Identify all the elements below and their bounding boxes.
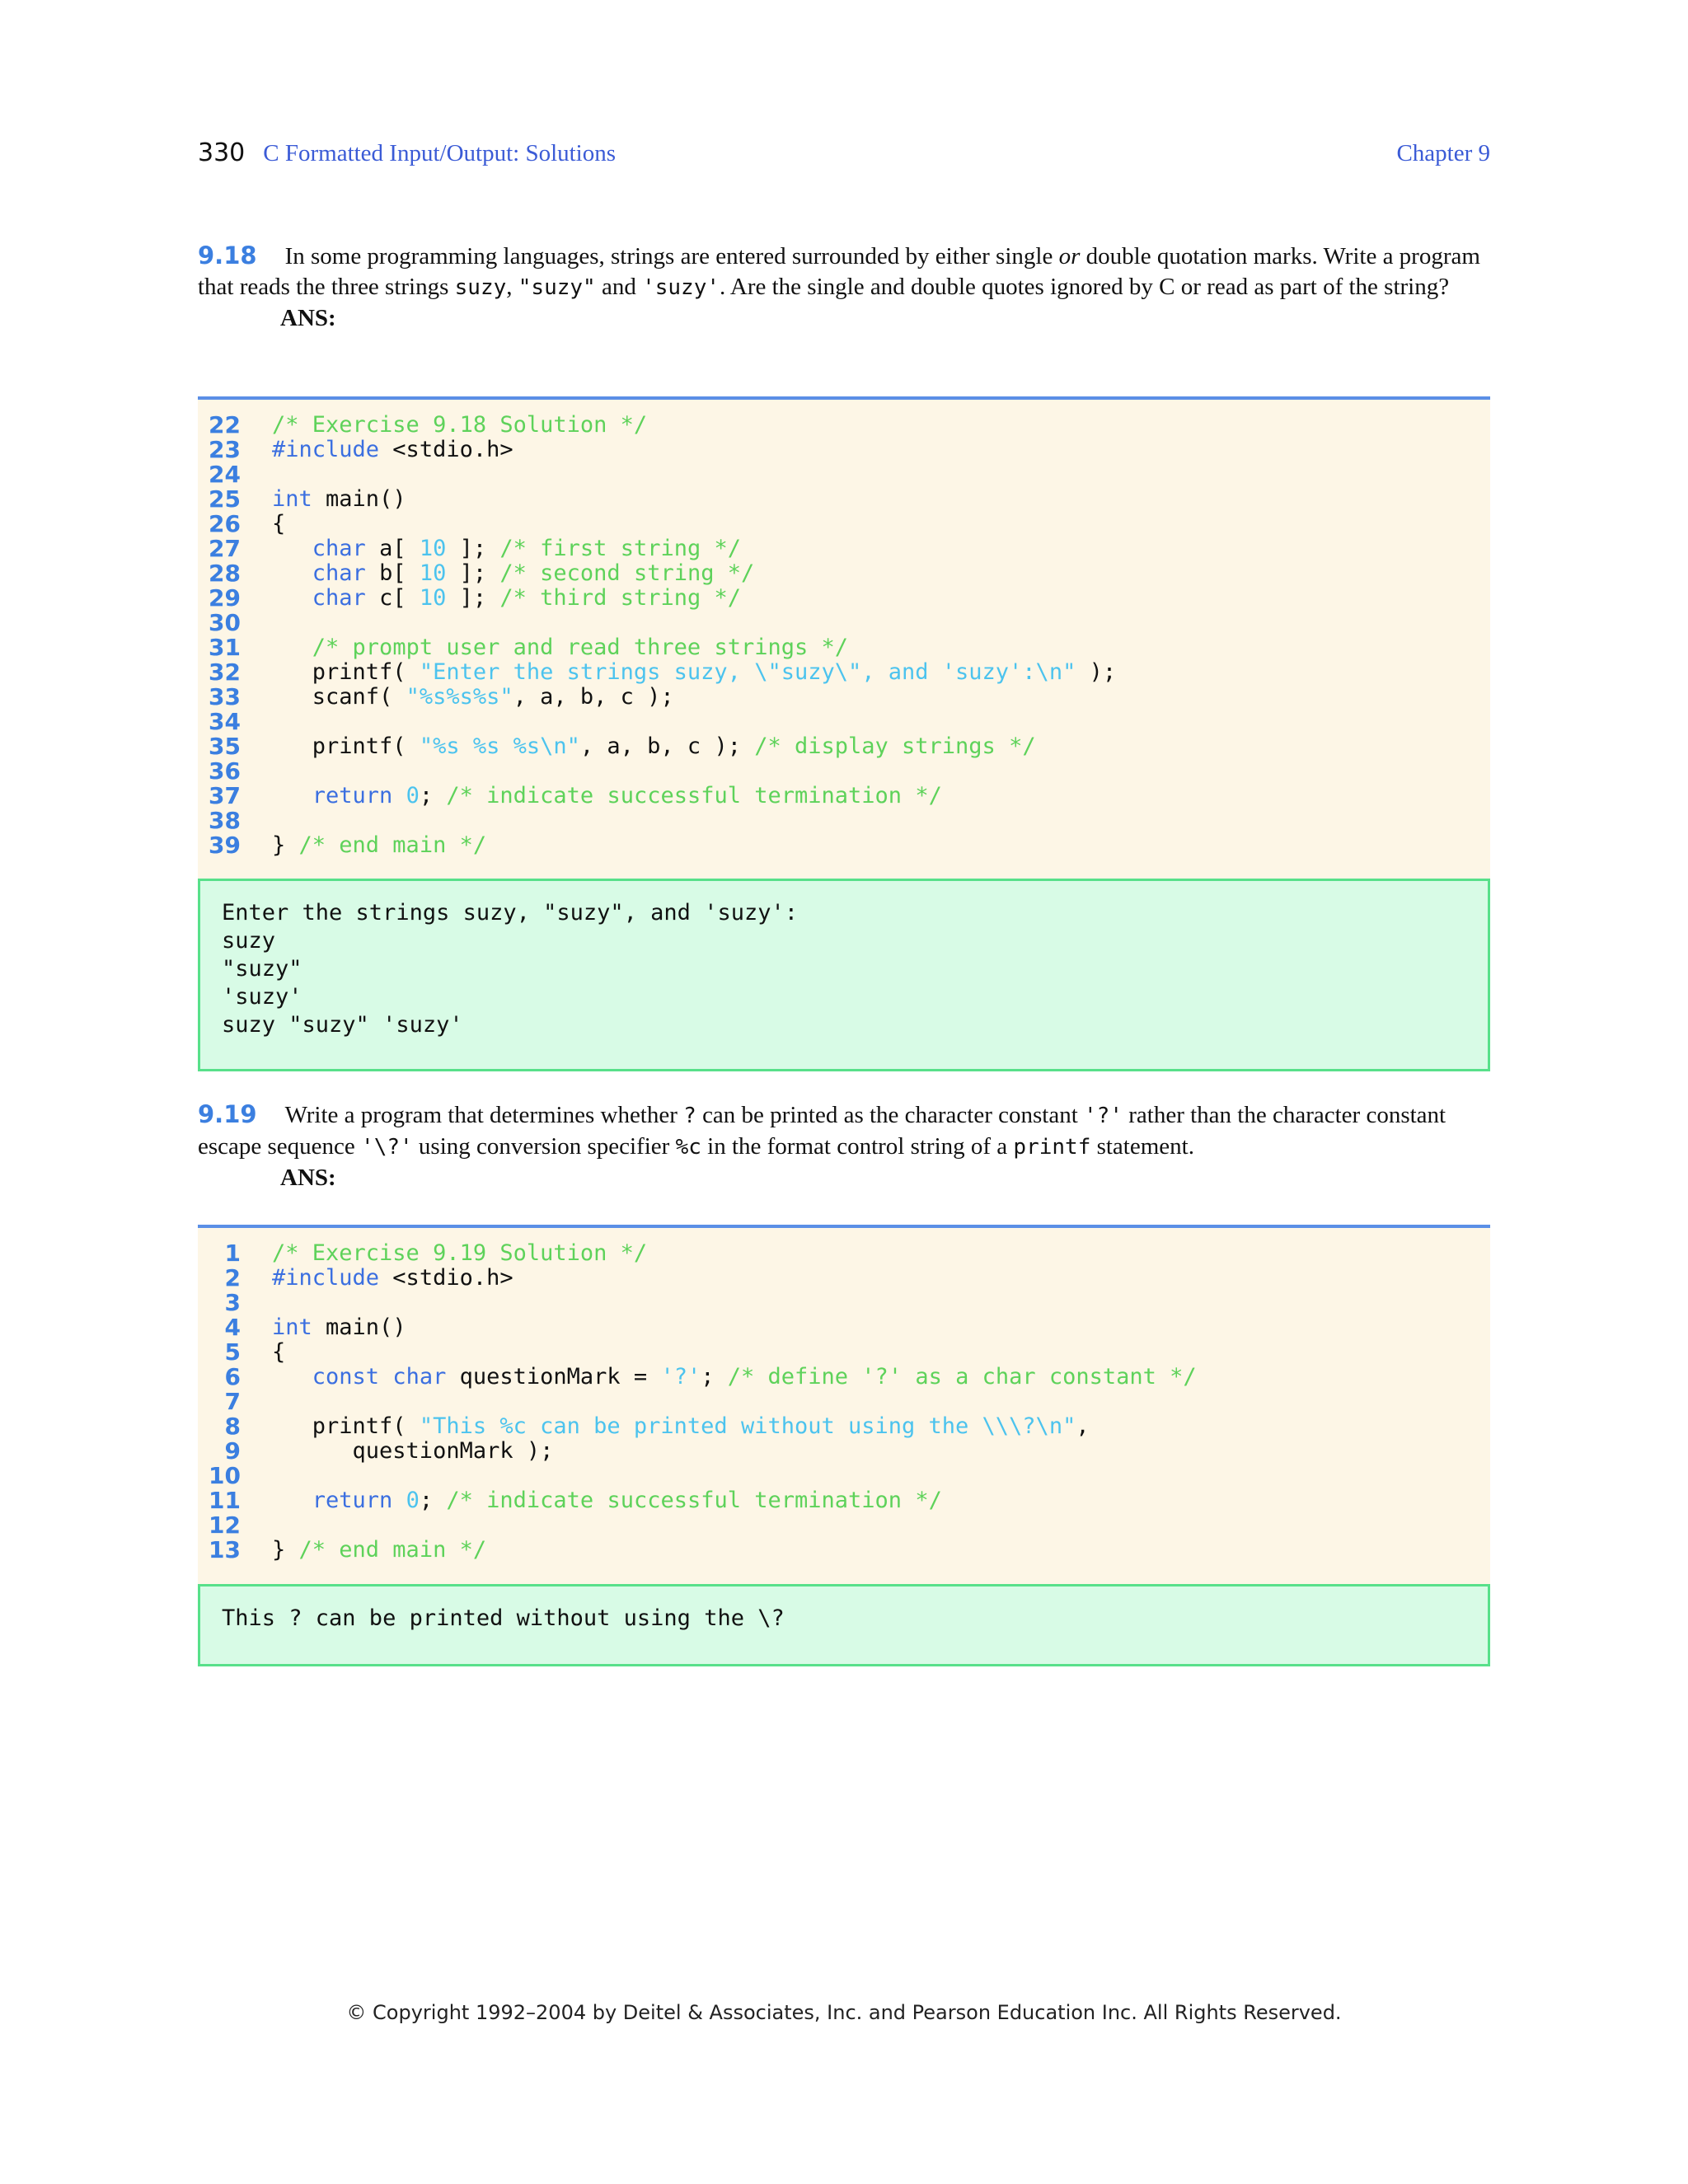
code-token-kw: #include xyxy=(272,437,380,462)
inline-code: "suzy" xyxy=(518,275,596,300)
output-line: suzy xyxy=(222,928,276,954)
code-token-comment: /* second string */ xyxy=(499,560,755,586)
code-text xyxy=(272,438,513,462)
code-token-plain: a[ xyxy=(365,536,420,561)
section-title: C Formatted Input/Output: Solutions xyxy=(263,140,617,166)
code-text xyxy=(272,1414,1090,1439)
line-number: 27 xyxy=(209,535,241,562)
code-token-num: 0 xyxy=(406,783,420,808)
line-number: 25 xyxy=(209,485,241,513)
exercise-number: 9.18 xyxy=(198,241,257,269)
code-token-kw: char xyxy=(312,560,366,586)
inline-code: 'suzy' xyxy=(642,275,720,300)
output-line: 'suzy' xyxy=(222,984,302,1010)
code-line xyxy=(198,1390,1490,1414)
code-line xyxy=(198,759,1490,784)
code-token-str: '?' xyxy=(660,1364,701,1390)
code-token-plain xyxy=(272,1488,312,1513)
line-number: 8 xyxy=(224,1413,241,1440)
code-token-kw: int xyxy=(272,1315,312,1340)
ans-label: ANS: xyxy=(280,305,336,331)
code-text xyxy=(272,512,285,537)
line-number: 11 xyxy=(209,1487,241,1514)
exercise-9-18-statement xyxy=(198,241,1490,334)
code-text xyxy=(272,1340,285,1365)
copyright-footer: © Copyright 1992–2004 by Deitel & Associates, Inc. and Pearson Education Inc. All Rights Reserved. xyxy=(346,2001,1342,2024)
code-token-kw: char xyxy=(392,1364,447,1390)
code-line xyxy=(198,561,1490,586)
statement-text: and xyxy=(595,274,643,300)
code-text xyxy=(272,1538,486,1563)
line-number: 6 xyxy=(224,1363,241,1390)
code-token-kw: #include xyxy=(272,1265,380,1291)
statement-text: can be printed as the character constant xyxy=(696,1102,1085,1128)
code-line xyxy=(198,1513,1490,1538)
code-listing-9-18 xyxy=(198,396,1490,879)
statement-text: in the format control string of a xyxy=(701,1133,1014,1160)
code-token-plain xyxy=(272,560,312,586)
code-token-plain: questionMark = xyxy=(446,1364,661,1390)
line-number: 32 xyxy=(209,658,241,686)
statement-text: . Are the single and double quotes ignored by C or read as part of the string? xyxy=(720,274,1450,300)
code-token-plain: <stdio.h> xyxy=(379,437,513,462)
code-token-plain: , a, b, c ); xyxy=(579,733,755,759)
code-token-plain: ; xyxy=(419,1488,447,1513)
line-number: 5 xyxy=(224,1338,241,1366)
output-line: "suzy" xyxy=(222,956,302,982)
code-token-kw: const xyxy=(312,1364,380,1390)
line-number: 7 xyxy=(224,1388,241,1415)
line-number: 12 xyxy=(209,1511,241,1539)
line-number: 38 xyxy=(209,807,241,834)
code-token-str: "%s%s%s" xyxy=(406,684,513,710)
code-token-kw: char xyxy=(312,536,366,561)
code-text xyxy=(272,561,754,586)
statement-text: or xyxy=(1058,243,1081,269)
code-line xyxy=(198,586,1490,611)
inline-code: %c xyxy=(675,1135,701,1160)
line-number: 9 xyxy=(224,1437,241,1465)
line-number: 2 xyxy=(224,1264,241,1291)
code-token-plain: c[ xyxy=(365,585,420,611)
code-token-plain: scanf( xyxy=(272,684,406,710)
code-line xyxy=(198,1340,1490,1365)
code-line xyxy=(198,611,1490,635)
code-token-kw: return xyxy=(312,1488,393,1513)
line-number: 36 xyxy=(209,757,241,785)
code-text xyxy=(272,537,741,561)
line-number: 39 xyxy=(209,832,241,859)
code-token-plain: ; xyxy=(701,1364,728,1390)
line-number: 30 xyxy=(209,609,241,636)
exercise-text xyxy=(198,243,1480,300)
exercise-number: 9.19 xyxy=(198,1100,257,1128)
code-token-plain xyxy=(272,536,312,561)
line-number: 35 xyxy=(209,733,241,760)
code-token-plain xyxy=(379,1364,392,1390)
code-text xyxy=(272,635,848,660)
inline-code: suzy xyxy=(454,275,507,300)
line-number: 29 xyxy=(209,584,241,612)
code-text xyxy=(272,1439,553,1464)
code-token-plain xyxy=(392,783,406,808)
code-line xyxy=(198,1464,1490,1488)
line-number: 3 xyxy=(224,1289,241,1316)
program-output-9-19 xyxy=(198,1584,1490,1666)
code-line xyxy=(198,833,1490,858)
code-token-plain: } xyxy=(272,832,299,858)
code-token-plain: , a, b, c ); xyxy=(513,684,674,710)
code-token-plain: , xyxy=(1076,1413,1090,1439)
code-line xyxy=(198,784,1490,808)
code-line xyxy=(198,413,1490,438)
inline-code: '\?' xyxy=(361,1135,413,1160)
code-token-comment: /* first string */ xyxy=(499,536,741,561)
code-token-plain xyxy=(272,1364,312,1390)
code-line xyxy=(198,808,1490,833)
exercise-9-19-statement xyxy=(198,1099,1490,1193)
code-token-plain: ]; xyxy=(446,536,500,561)
code-line xyxy=(198,512,1490,537)
code-text xyxy=(272,1315,406,1340)
code-token-comment: /* define '?' as a char constant */ xyxy=(727,1364,1197,1390)
code-token-plain: printf( xyxy=(272,659,420,685)
line-number: 4 xyxy=(224,1314,241,1341)
statement-text: statement. xyxy=(1090,1133,1194,1160)
line-number: 13 xyxy=(209,1536,241,1563)
code-token-plain: main() xyxy=(312,486,406,512)
code-token-comment: /* Exercise 9.19 Solution */ xyxy=(272,1240,648,1266)
code-token-str: "Enter the strings suzy, \"suzy\", and 'suzy':\n" xyxy=(419,659,1076,685)
code-token-plain: ; xyxy=(419,783,447,808)
code-token-comment: /* Exercise 9.18 Solution */ xyxy=(272,412,648,438)
code-token-plain: <stdio.h> xyxy=(379,1265,513,1291)
code-token-plain: ); xyxy=(1076,659,1117,685)
inline-code: ? xyxy=(683,1104,696,1128)
code-token-num: 10 xyxy=(419,585,447,611)
program-output-9-18 xyxy=(198,879,1490,1071)
statement-text: Write a program that determines whether xyxy=(284,1102,684,1128)
code-line xyxy=(198,1241,1490,1266)
statement-text: , xyxy=(506,274,518,300)
line-number: 28 xyxy=(209,560,241,587)
statement-text: double quotation marks. Write a program that reads the three strings xyxy=(198,243,1480,300)
code-token-plain: printf( xyxy=(272,733,420,759)
code-line xyxy=(198,1315,1490,1340)
code-token-plain xyxy=(272,635,312,660)
code-text xyxy=(272,833,486,858)
code-token-str: "This %c can be printed without using the \\\?\n" xyxy=(419,1413,1076,1439)
code-text xyxy=(272,685,674,710)
code-token-comment: /* indicate successful termination */ xyxy=(446,783,942,808)
line-number: 10 xyxy=(209,1462,241,1489)
code-text xyxy=(272,1365,1197,1390)
code-line xyxy=(198,710,1490,734)
code-token-num: 10 xyxy=(419,560,447,586)
code-token-num: 10 xyxy=(419,536,447,561)
output-line: suzy "suzy" 'suzy' xyxy=(222,1012,463,1038)
code-line xyxy=(198,537,1490,561)
output-line: Enter the strings suzy, "suzy", and 'suzy': xyxy=(222,900,798,926)
code-token-plain xyxy=(272,783,312,808)
code-token-plain: ]; xyxy=(446,585,500,611)
line-number: 37 xyxy=(209,782,241,809)
code-token-kw: return xyxy=(312,783,393,808)
statement-text: rather than the character constant escape sequence xyxy=(198,1102,1447,1160)
line-number: 34 xyxy=(209,708,241,735)
code-token-plain: ]; xyxy=(446,560,500,586)
code-line xyxy=(198,734,1490,759)
code-listing-9-19 xyxy=(198,1225,1490,1586)
ans-label: ANS: xyxy=(280,1165,336,1191)
inline-code: printf xyxy=(1013,1135,1091,1160)
code-token-kw: char xyxy=(312,585,366,611)
code-line xyxy=(198,1365,1490,1390)
code-line xyxy=(198,660,1490,685)
code-line xyxy=(198,1538,1490,1563)
code-token-str: "%s %s %s\n" xyxy=(419,733,580,759)
code-line xyxy=(198,1414,1490,1439)
inline-code: '?' xyxy=(1084,1104,1123,1128)
code-text xyxy=(272,413,647,438)
code-line xyxy=(198,438,1490,462)
code-line xyxy=(198,1266,1490,1291)
line-number: 23 xyxy=(209,436,241,463)
code-token-comment: /* indicate successful termination */ xyxy=(446,1488,942,1513)
statement-text: In some programming languages, strings are entered surrounded by either single xyxy=(284,243,1059,269)
output-line: This ? can be printed without using the \? xyxy=(222,1605,785,1631)
code-text xyxy=(272,487,406,512)
line-number: 31 xyxy=(209,634,241,661)
code-text xyxy=(272,734,1036,759)
code-token-comment: /* end main */ xyxy=(298,832,487,858)
code-token-comment: /* end main */ xyxy=(298,1537,487,1563)
code-token-plain: printf( xyxy=(272,1413,420,1439)
code-token-plain: { xyxy=(272,511,286,537)
code-token-num: 0 xyxy=(406,1488,420,1513)
code-token-plain: b[ xyxy=(365,560,420,586)
code-line xyxy=(198,1439,1490,1464)
code-token-kw: int xyxy=(272,486,312,512)
code-token-comment: /* third string */ xyxy=(499,585,741,611)
statement-text: using conversion specifier xyxy=(412,1133,676,1160)
code-text xyxy=(272,660,1116,685)
line-number: 1 xyxy=(224,1240,241,1267)
code-token-plain: { xyxy=(272,1339,286,1365)
code-text xyxy=(272,1241,647,1266)
code-text xyxy=(272,1266,513,1291)
exercise-text xyxy=(198,1102,1446,1160)
code-token-plain xyxy=(392,1488,406,1513)
code-text xyxy=(272,1488,942,1513)
code-token-comment: /* display strings */ xyxy=(754,733,1036,759)
code-line xyxy=(198,1488,1490,1513)
code-token-comment: /* prompt user and read three strings */ xyxy=(312,635,848,660)
page-header xyxy=(198,138,1490,175)
code-token-plain: } xyxy=(272,1537,299,1563)
code-line xyxy=(198,487,1490,512)
code-line xyxy=(198,685,1490,710)
line-number: 22 xyxy=(209,411,241,438)
code-line xyxy=(198,1291,1490,1315)
line-number: 24 xyxy=(209,461,241,488)
line-number: 33 xyxy=(209,683,241,710)
code-token-plain: questionMark ); xyxy=(272,1438,554,1464)
code-line xyxy=(198,635,1490,660)
chapter-label: Chapter 9 xyxy=(1396,140,1490,166)
code-line xyxy=(198,462,1490,487)
code-text xyxy=(272,784,942,808)
code-text xyxy=(272,586,741,611)
code-token-plain: main() xyxy=(312,1315,406,1340)
code-token-plain xyxy=(272,585,312,611)
page-number: 330 xyxy=(198,138,246,167)
line-number: 26 xyxy=(209,510,241,537)
